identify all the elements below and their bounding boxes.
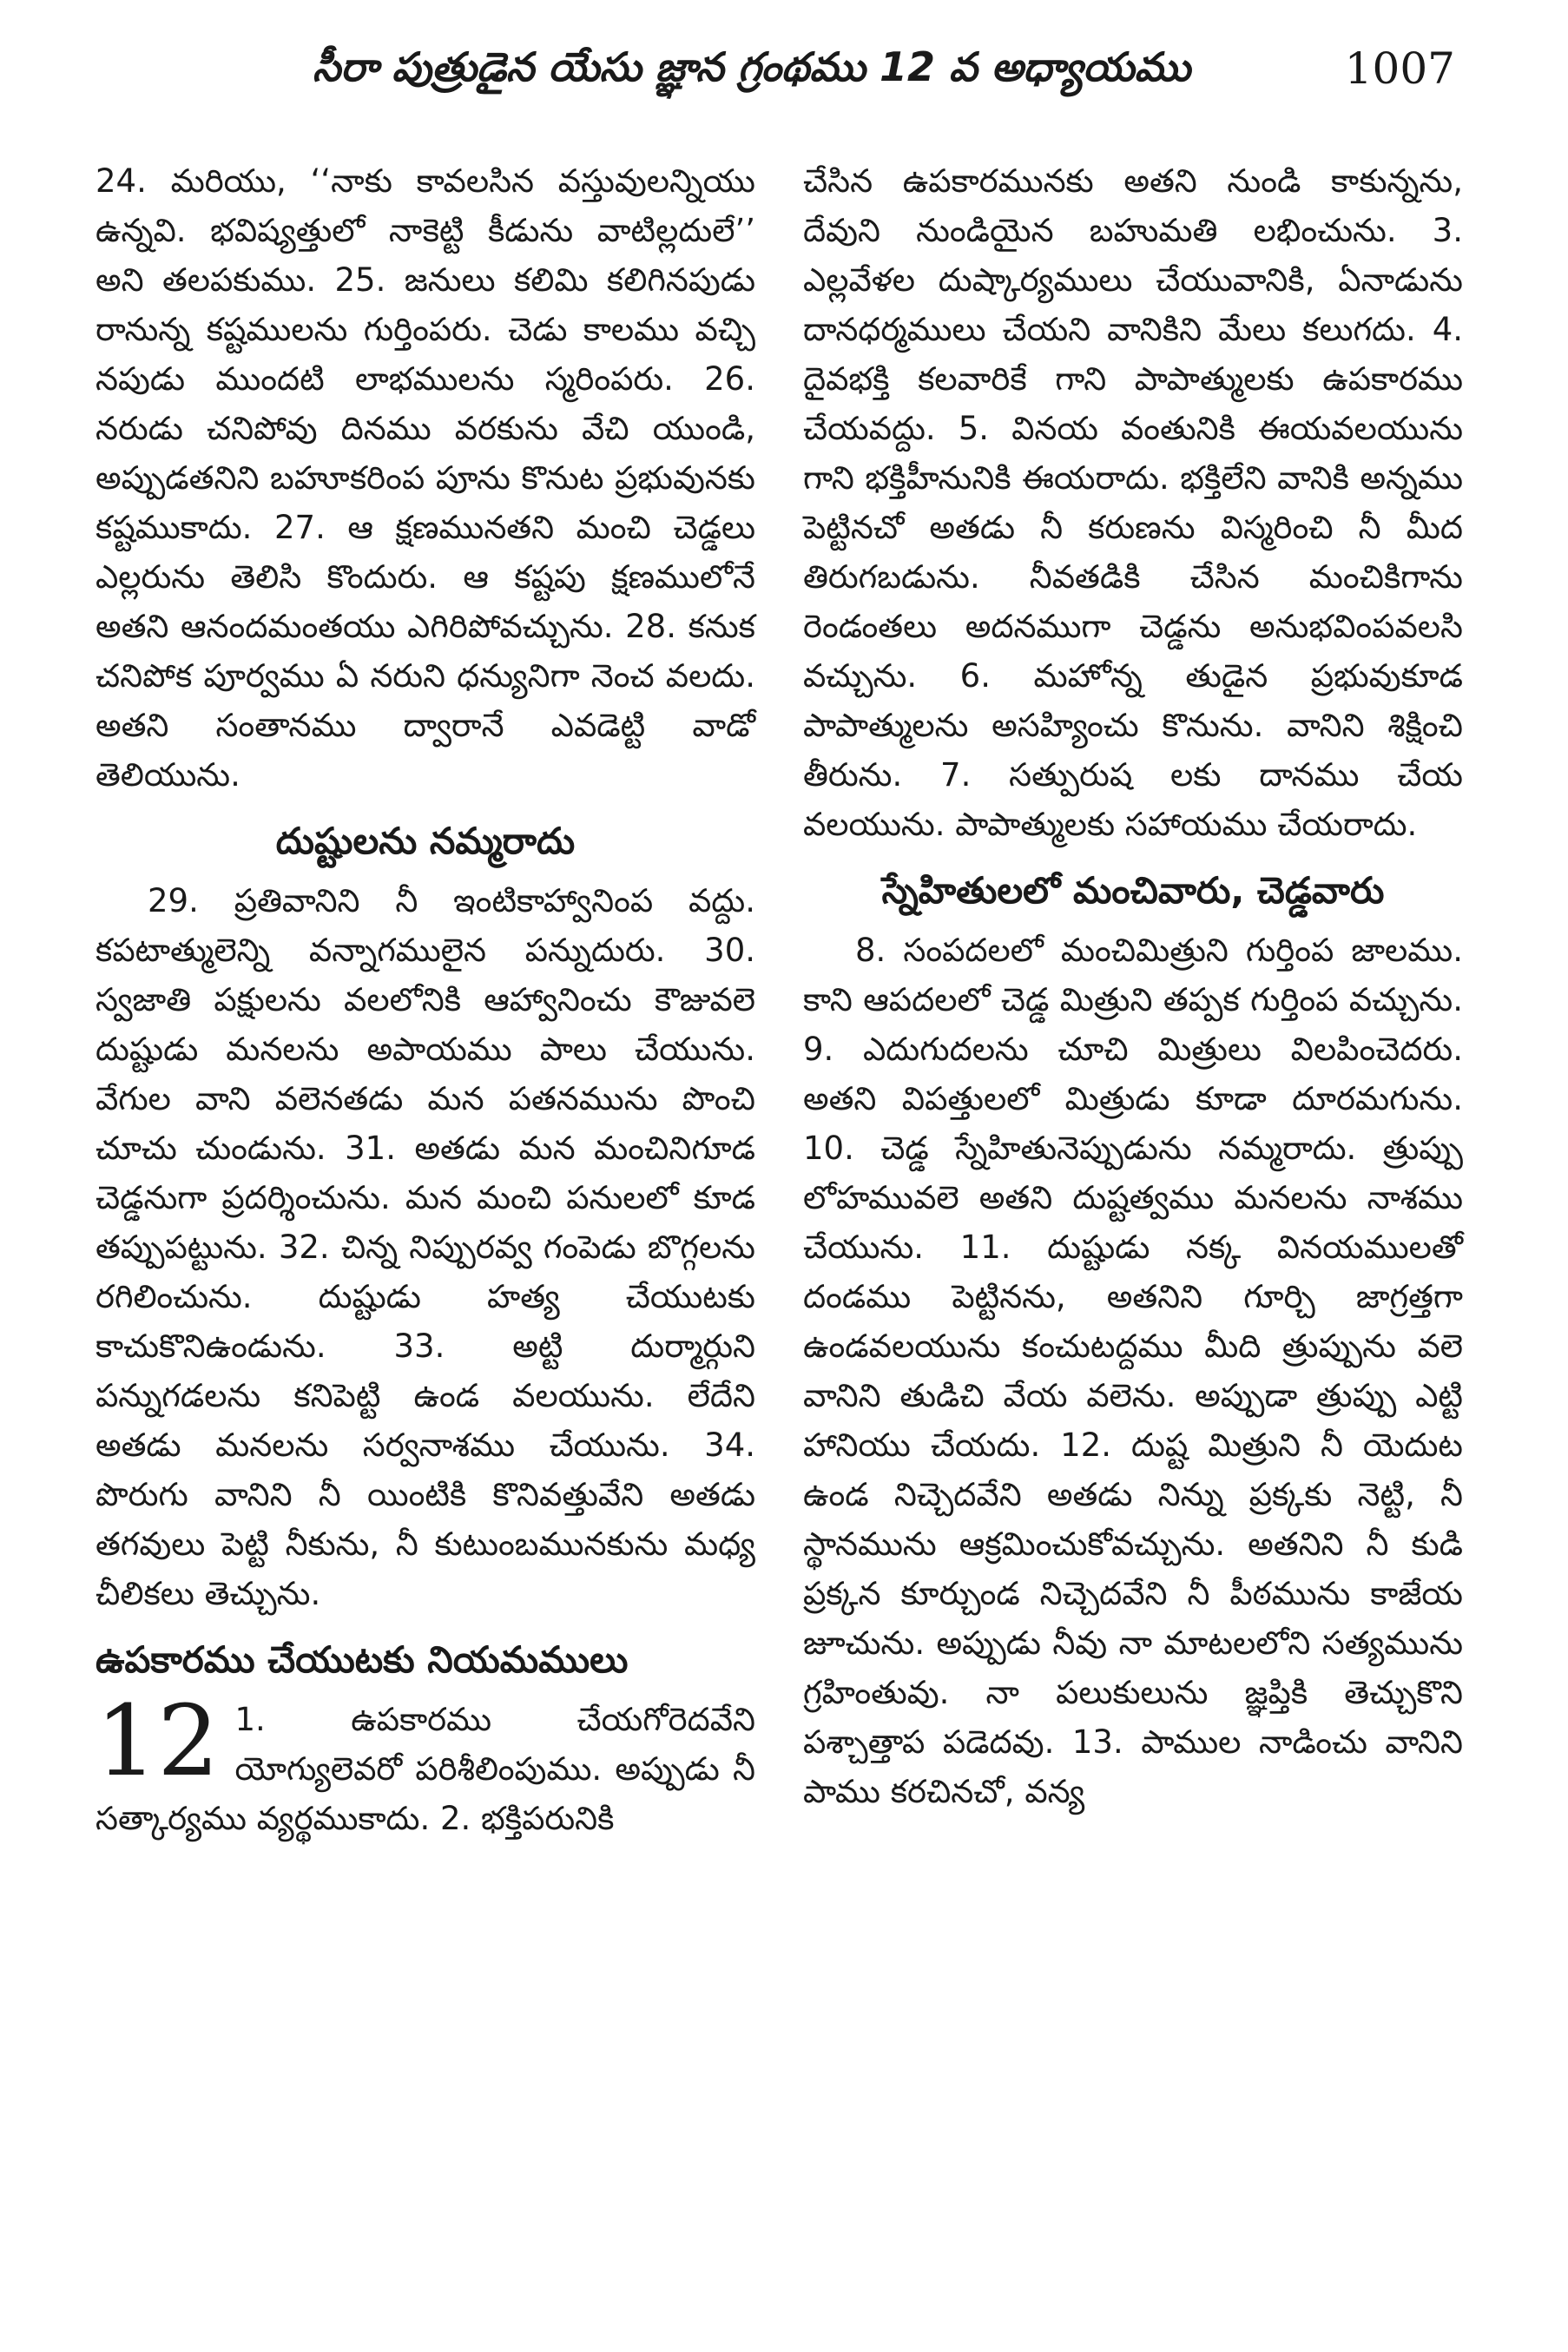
running-title: సీరా పుత్రుడైన యేసు జ్ఞాన గ్రంథము 12 వ అధ్యాయము (313, 43, 1191, 90)
section-heading: దుష్టులను నమ్మరాదు (275, 820, 576, 862)
chapter-start (96, 1685, 755, 1843)
paragraph: 8. సంపదలలో మంచిమిత్రుని గుర్తింప జాలము. కాని ఆపదలలో చెడ్డ మిత్రుని తప్పక గుర్తింప వచ్చును. 9. ఎదుగుదలను చూచి మిత్రులు విలపించెదరు. అతని విపత్తులలో మిత్రుడు కూడా దూరమగును. 10. చెడ్డ స్నేహితునెప్పుడును నమ్మరాదు. త్రుప్పు లోహమువలె అతని దుష్టత్వము మనలను నాశము చేయును. 11. దుష్టుడు నక్క వినయములతో దండము పెట్టినను, అతనిని గూర్చి జాగ్రత్తగా ఉండవలయును కంచుటద్దము మీది త్రుప్పును వలె వానిని తుడిచి వేయ వలెను. అప్పుడా త్రుప్పు ఎట్టి హానియు చేయదు. 12. దుష్ట మిత్రుని నీ యెదుట ఉండ నిచ్చెదవేని అతడు నిన్ను ప్రక్కకు నెట్టి, నీ స్థానమును ఆక్రమించుకోవచ్చును. అతనిని నీ కుడి ప్రక్కన కూర్చుండ నిచ్చెదవేని నీ పీఠమును కాజేయ జూచును. అప్పుడు నీవు నా మాటలలోని సత్యమును గ్రహింతువు. నా పలుకులును జ్ఞప్తికి తెచ్చుకొని పశ్చాత్తాప పడెదవు. 13. పాముల నాడించు వానిని పాము కరచినచో, వన్య (803, 932, 1463, 1810)
section-heading: ఉపకారము చేయుటకు నియమములు (96, 1638, 629, 1681)
page-header (0, 0, 1568, 130)
chapter-number: 12 (96, 1685, 220, 1798)
paragraph: 24. మరియు, ‘‘నాకు కావలసిన వస్తువులన్నియు ఉన్నవి. భవిష్యత్తులో నాకెట్టి కీడును వాటిల్లదులే’’ అని తలపకుము. 25. జనులు కలిమి కలిగినపుడు రానున్న కష్టములను గుర్తింపరు. చెడు కాలము వచ్చి నపుడు ముందటి లాభములను స్మరింపరు. 26. నరుడు చనిపోవు దినము వరకును వేచి యుండి, అప్పుడతనిని బహూకరింప పూను కొనుట ప్రభువునకు కష్టముకాదు. 27. ఆ క్షణమునతని మంచి చెడ్డలు ఎల్లరును తెలిసి కొందురు. ఆ కష్టపు క్షణములోనే అతని ఆనందమంతయు ఎగిరిపోవచ్చును. 28. కనుక చనిపోక పూర్వము ఏ నరుని ధన్యునిగా నెంచ వలదు. అతని సంతానము ద్వారానే ఎవడెట్టి వాడో తెలియును. (96, 162, 755, 794)
section-heading: స్నేహితులలో మంచివారు, చెడ్డవారు (881, 869, 1385, 912)
left-column (96, 156, 755, 1843)
paragraph: 1. ఉపకారము చేయగోరెదవేని యోగ్యులెవరో పరిశీలింపుము. అప్పుడు నీ సత్కార్యము వ్యర్థముకాదు. 2. భక్తిపరునికి (96, 1701, 755, 1837)
paragraph: చేసిన ఉపకారమునకు అతని నుండి కాకున్నను, దేవుని నుండియైన బహుమతి లభించును. 3. ఎల్లవేళల దుష్కార్యములు చేయువానికి, ఏనాడును దానధర్మములు చేయని వానికిని మేలు కలుగదు. 4. దైవభక్తి కలవారికే గాని పాపాత్ములకు ఉపకారము చేయవద్దు. 5. వినయ వంతునికి ఈయవలయును గాని భక్తిహీనునికి ఈయరాదు. భక్తిలేని వానికి అన్నము పెట్టినచో అతడు నీ కరుణను విస్మరించి నీ మీద తిరుగబడును. నీవతడికి చేసిన మంచికిగాను రెండంతలు అదనముగా చెడ్డను అనుభవింపవలసి వచ్చును. 6. మహోన్న తుడైన ప్రభువుకూడ పాపాత్ములను అసహ్యించు కొనును. వానిని శిక్షించి తీరును. 7. సత్పురుష లకు దానము చేయ వలయును. పాపాత్ములకు సహాయము చేయరాదు. (803, 162, 1463, 843)
page-number: 1007 (1344, 43, 1455, 94)
paragraph: 29. ప్రతివానిని నీ ఇంటికాహ్వానింప వద్దు. కపటాత్ములెన్ని వన్నాగములైన పన్నుదురు. 30. స్వజాతి పక్షులను వలలోనికి ఆహ్వానించు కౌజువలె దుష్టుడు మనలను అపాయము పాలు చేయును. వేగుల వాని వలెనతడు మన పతనమును పొంచి చూచు చుండును. 31. అతడు మన మంచినిగూడ చెడ్డనుగా ప్రదర్శించును. మన మంచి పనులలో కూడ తప్పుపట్టును. 32. చిన్న నిప్పురవ్వ గంపెడు బొగ్గలను రగిలించును. దుష్టుడు హత్య చేయుటకు కాచుకొనిఉండును. 33. అట్టి దుర్మార్గుని పన్నుగడలను కనిపెట్టి ఉండ వలయును. లేదేని అతడు మనలను సర్వనాశము చేయును. 34. పొరుగు వానిని నీ యింటికి కొనివత్తువేని అతడు తగవులు పెట్టి నీకును, నీ కుటుంబమునకును మధ్య చీలికలు తెచ్చును. (96, 882, 755, 1612)
right-column (803, 156, 1463, 1816)
